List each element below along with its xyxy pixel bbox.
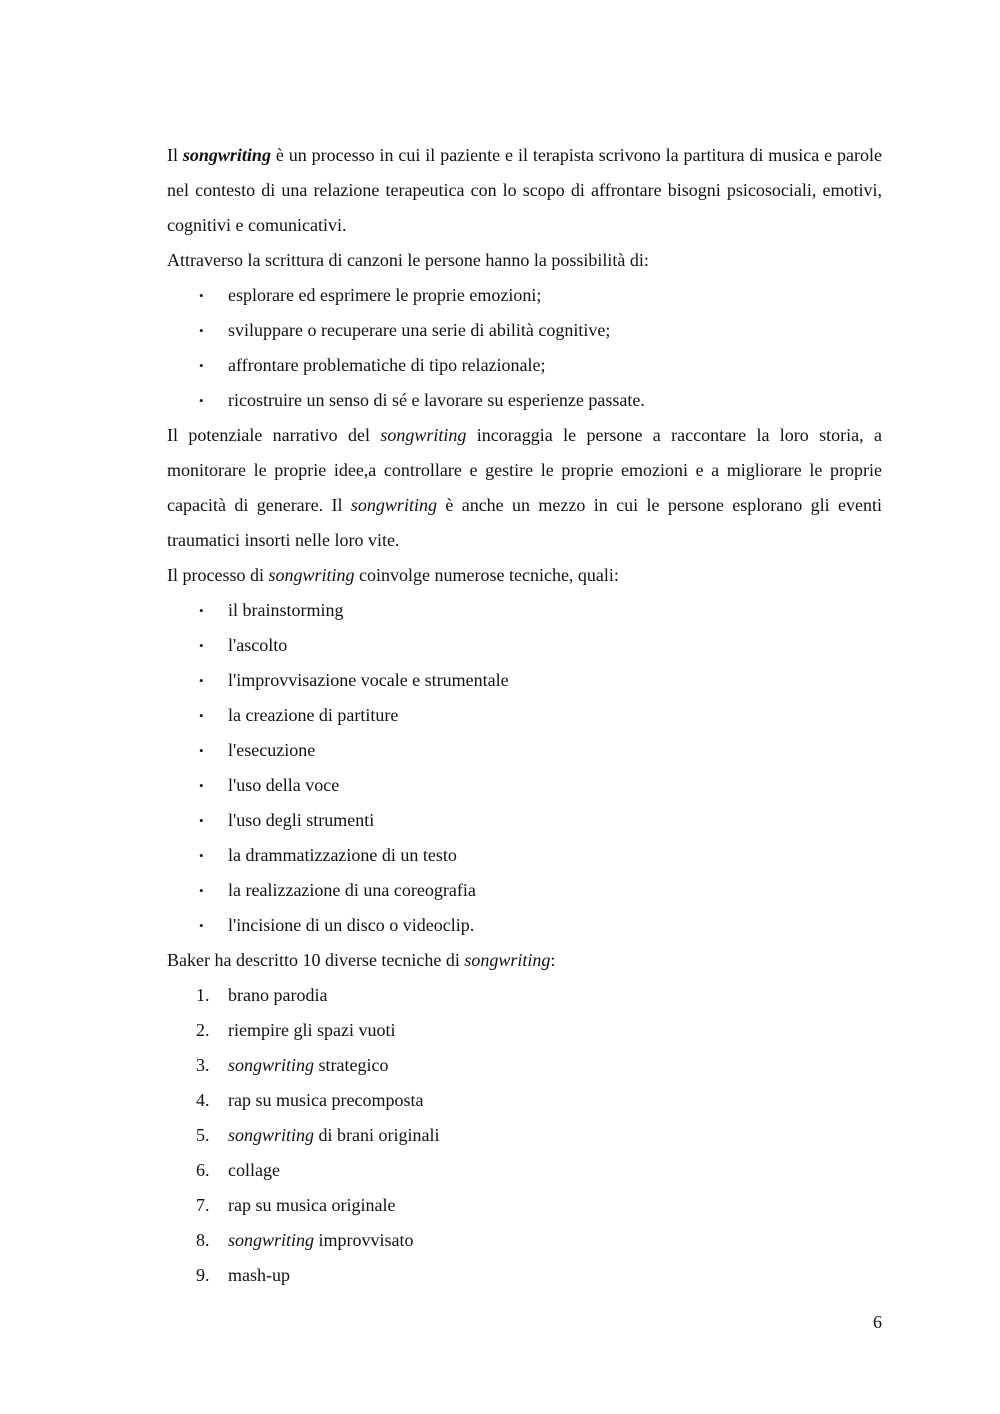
list-item: [167, 1223, 882, 1258]
intro-lead: Il: [167, 145, 183, 165]
list-item-text: l'uso della voce: [228, 775, 340, 795]
list-item: [167, 768, 882, 803]
intro-term: songwriting: [182, 145, 271, 165]
narrative-term-1: songwriting: [380, 425, 467, 445]
list-item-text: improvvisato: [314, 1230, 414, 1250]
list-item-text: l'improvvisazione vocale e strumentale: [228, 670, 509, 690]
bullet-marker: •: [199, 918, 204, 933]
list-item: [167, 838, 882, 873]
list-item: [167, 1013, 882, 1048]
bullet-marker: •: [199, 813, 204, 828]
list-item-italic: songwriting: [228, 1055, 315, 1075]
list-item-text: l'incisione di un disco o videoclip.: [228, 915, 475, 935]
list-item-text: di brani originali: [314, 1125, 440, 1145]
bullet-marker: •: [199, 358, 204, 373]
list-number: 9.: [196, 1265, 210, 1285]
list-item-text: ricostruire un senso di sé e lavorare su esperienze passate.: [228, 390, 645, 410]
narrative-part-b: incoraggia le persone a raccontare la loro storia, a monitorare le proprie idee,a controllare e gestire le proprie emozioni e a migliorare le proprie capacità di generare. Il: [167, 425, 882, 515]
possibilities-list: [167, 278, 882, 418]
techniques-intro-term: songwriting: [268, 565, 355, 585]
list-item: [167, 1048, 882, 1083]
list-item-text: l'ascolto: [228, 635, 288, 655]
list-item-text: la creazione di partiture: [228, 705, 399, 725]
baker-intro-a: Baker ha descritto 10 diverse tecniche di: [167, 950, 465, 970]
list-item: [167, 873, 882, 908]
list-item-text: rap su musica precomposta: [228, 1090, 424, 1110]
bullet-marker: •: [199, 638, 204, 653]
list-number: 4.: [196, 1090, 210, 1110]
list-item: [167, 348, 882, 383]
list-item-text: il brainstorming: [228, 600, 344, 620]
list-item-italic: songwriting: [228, 1125, 315, 1145]
list-item-text: affrontare problematiche di tipo relazionale;: [228, 355, 546, 375]
list-number: 6.: [196, 1160, 210, 1180]
bullet-marker: •: [199, 778, 204, 793]
list-item-text: riempire gli spazi vuoti: [228, 1020, 396, 1040]
list-item: [167, 1118, 882, 1153]
list-item-text: l'esecuzione: [228, 740, 316, 760]
narrative-part-a: Il potenziale narrativo del: [167, 425, 381, 445]
bullet-marker: •: [199, 743, 204, 758]
page-content: [167, 138, 882, 1293]
bullet-marker: •: [199, 288, 204, 303]
techniques-intro-a: Il processo di: [167, 565, 269, 585]
bullet-marker: •: [199, 848, 204, 863]
list-item-text: l'uso degli strumenti: [228, 810, 375, 830]
intro-paragraph: [167, 138, 882, 243]
list-item: [167, 278, 882, 313]
list-number: 1.: [196, 985, 210, 1005]
narrative-paragraph: [167, 418, 882, 558]
baker-intro-b: :: [550, 950, 556, 970]
bullet-marker: •: [199, 883, 204, 898]
list-item-text: strategico: [314, 1055, 389, 1075]
list-item: [167, 663, 882, 698]
list-item-text: rap su musica originale: [228, 1195, 396, 1215]
list-item-text: mash-up: [228, 1265, 290, 1285]
list-item: [167, 628, 882, 663]
list-item-text: brano parodia: [228, 985, 328, 1005]
narrative-part-c: è anche un mezzo in cui le persone esplorano gli eventi traumatici insorti nelle loro vite.: [167, 495, 882, 550]
techniques-list: [167, 593, 882, 943]
list-item: [167, 593, 882, 628]
narrative-term-2: songwriting: [350, 495, 437, 515]
list-item: [167, 1153, 882, 1188]
list-item-text: sviluppare o recuperare una serie di abilità cognitive;: [228, 320, 611, 340]
list-item: [167, 1258, 882, 1293]
bullet-marker: •: [199, 673, 204, 688]
bullet-marker: •: [199, 393, 204, 408]
list-number: 5.: [196, 1125, 210, 1145]
list-item: [167, 698, 882, 733]
list-number: 7.: [196, 1195, 210, 1215]
possibilities-intro: Attraverso la scrittura di canzoni le persone hanno la possibilità di:: [167, 250, 649, 270]
list-item-text: esplorare ed esprimere le proprie emozioni;: [228, 285, 542, 305]
list-item: [167, 803, 882, 838]
list-item: [167, 908, 882, 943]
bullet-marker: •: [199, 708, 204, 723]
list-number: 8.: [196, 1230, 210, 1250]
list-item-text: la drammatizzazione di un testo: [228, 845, 457, 865]
page-number: 6: [873, 1312, 882, 1332]
list-item-text: collage: [228, 1160, 280, 1180]
baker-intro-term: songwriting: [464, 950, 551, 970]
list-item-italic: songwriting: [228, 1230, 315, 1250]
bullet-marker: •: [199, 323, 204, 338]
techniques-intro: [167, 558, 882, 593]
list-number: 3.: [196, 1055, 210, 1075]
list-item: [167, 313, 882, 348]
list-item-text: la realizzazione di una coreografia: [228, 880, 476, 900]
list-item: [167, 1083, 882, 1118]
list-item: [167, 1188, 882, 1223]
list-item: [167, 978, 882, 1013]
list-item: [167, 733, 882, 768]
list-number: 2.: [196, 1020, 210, 1040]
techniques-intro-b: coinvolge numerose tecniche, quali:: [354, 565, 619, 585]
baker-intro: [167, 943, 882, 978]
list-item: [167, 383, 882, 418]
bullet-marker: •: [199, 603, 204, 618]
intro-rest: è un processo in cui il paziente e il terapista scrivono la partitura di musica e parole nel contesto di una relazione terapeutica con lo scopo di affrontare bisogni psicosociali, emotivi, cognitivi e comunicativi.: [167, 145, 882, 235]
baker-techniques-list: [167, 978, 882, 1293]
